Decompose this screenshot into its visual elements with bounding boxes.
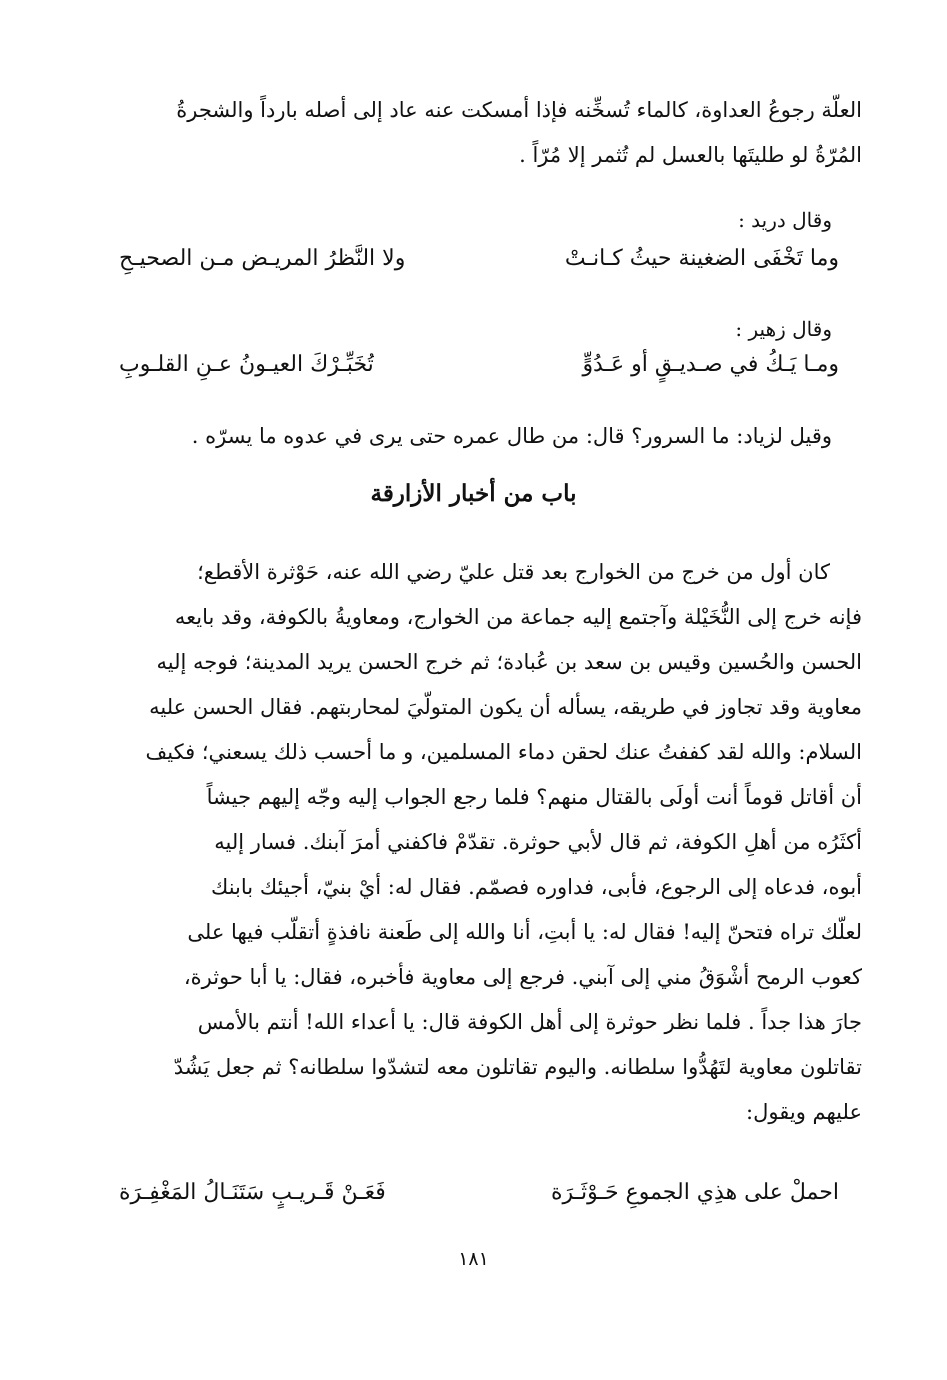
verse-first-hemistich: وما تَخْفَى الضغينة حيثُ كـانـتْ [564,246,839,271]
text-line: المُرّةُ لو طليتَها بالعسل لم تُثمر إلا مُرّاً . [519,143,862,167]
verse-second-hemistich: فَعَـنْ قَـريـبٍ سَتَنَـالُ المَغْفِـرَة [119,1180,386,1205]
text-line: عليهم ويقول: [746,1100,862,1124]
text-line: أكثَرُه من أهلِ الكوفة، ثم قال لأبي حوثرة. تقدّمْ فاكفني أمرَ آبنك. فسار إليه [214,830,862,854]
zuhayr-attribution: وقال زهير : [735,317,832,341]
text-line: لعلّك تراه فتحنّ إليه! فقال له: يا أبتِ، أنا والله إلى طَعنة نافذةٍ أتقلّب فيها على [187,920,862,944]
verse-second-hemistich: ولا النَّظرُ المريـض مـن الصحيـحِ [119,246,406,271]
text-line: كان أول من خرج من الخوارج بعد قتل عليّ رضي الله عنه، حَوْثرة الأقطع؛ [197,560,830,584]
text-line: كعوب الرمح أشْوَقُ مني إلى آبني. فرجع إلى معاوية فأخبره، فقال: يا أبا حوثرة، [183,965,862,989]
text-line: معاوية وقد تجاوز في طريقه، يسأله أن يكون المتولّيَ لمحاربتهم. فقال الحسن عليه [149,695,862,719]
text-line: السلام: والله لقد كففتُ عنك لحقن دماء المسلمين، و ما أحسب ذلك يسعني؛ فكيف [145,740,862,764]
ziyad-anecdote [92,414,832,459]
text-line: أبوه، فدعاه إلى الرجوع، فأبى، فداوره فصمّم. فقال له: أيْ بنيّ، أجيئك بابنك [211,875,862,899]
text-line: الحسن والحُسين وقيس بن سعد بن عُبادة؛ ثم خرج الحسن يريد المدينة؛ فوجه إليه [156,650,862,674]
text-line: جارَ هذا جداً . فلما نظر حوثرة إلى أهل الكوفة قال: يا أعداء الله! أنتم بالأمس [197,1010,862,1034]
verse-first-hemistich: ومـا يَـكُ في صـديـقٍ أو عَـدُوٍّ [582,352,839,377]
zuhayr-verse [119,352,839,377]
closing-verse [119,1180,839,1205]
text-line: العلّة رجوعُ العداوة، كالماء تُسخِّنه فإذا أمسكت عنه عاد إلى أصله بارداً والشجرةُ [176,98,862,122]
durayd-attribution: وقال دريد : [738,208,832,232]
opening-paragraph [102,88,862,178]
text-line: تقاتلون معاوية لتَهُدُّوا سلطانه. واليوم تقاتلون معه لتشدّوا سلطانه؟ ثم جعل يَشُدّ [173,1055,862,1079]
durayd-verse [119,246,839,271]
text-line: فإنه خرج إلى النُّخَيْلة وآجتمع إليه جماعة من الخوارج، ومعاويةُ بالكوفة، وقد بايعه [174,605,862,629]
section-heading: باب من أخبار الأزارقة [370,480,577,507]
main-paragraph [102,550,862,1135]
text-line: وقيل لزياد: ما السرور؟ قال: من طال عمره حتى يرى في عدوه ما يسرّه . [191,424,832,448]
verse-first-hemistich: احملْ على هذِي الجموعِ حَـوْثَـرَة [550,1180,839,1205]
verse-second-hemistich: تُخَبِّـرْكَ العيـونُ عـنِ القلـوبِ [119,352,374,377]
page-number: ١٨١ [458,1248,489,1270]
text-line: أن أقاتل قوماً أنت أولَى بالقتال منهم؟ فلما رجع الجواب إليه وجّه إليهم جيشاً [206,785,862,809]
